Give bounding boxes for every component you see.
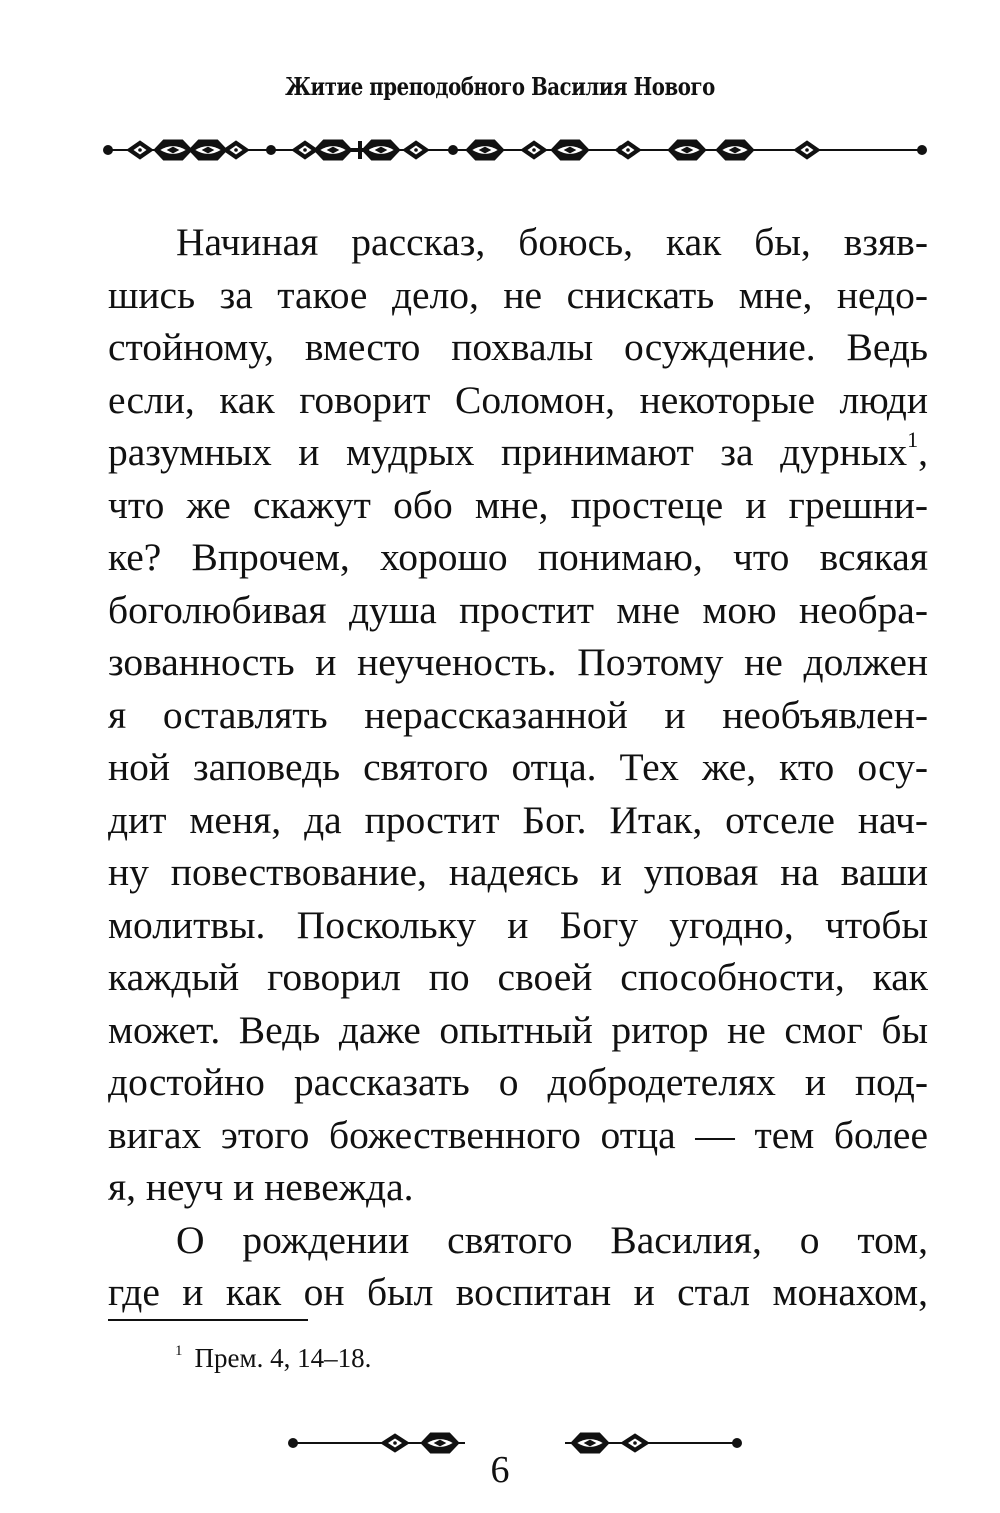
- text-line: [108, 689, 928, 742]
- text-line-content: ну повествование, надеясь и уповая на ваши: [108, 850, 928, 894]
- footnote-mark: 1: [175, 1343, 183, 1359]
- text-line: [108, 479, 928, 532]
- text-line-content: разумных и мудрых принимают за дурных: [108, 430, 908, 474]
- text-line-content: О рождении святого Василия, о том,: [176, 1217, 928, 1262]
- text-line-content: шись за такое дело, не снискать мне, недо-: [108, 272, 928, 317]
- text-line: [108, 531, 928, 584]
- text-line: [108, 216, 928, 269]
- footnote-reference: 1: [907, 427, 919, 452]
- text-line-content: зованность и неученость. Поэтому не должен: [108, 640, 928, 684]
- text-line-content: что же скажут обо мне, простеце и грешни-: [108, 482, 928, 527]
- text-line-content: если, как говорит Соломон, некоторые люди: [108, 377, 928, 422]
- text-line-content: боголюбивая душа простит мне мою необра-: [108, 587, 928, 632]
- punctuation: ,: [918, 430, 928, 474]
- text-line-content: я, неуч и невежда.: [108, 1165, 414, 1209]
- text-line-content: стойному, вместо похвалы осуждение. Ведь: [108, 325, 928, 369]
- footer-ornament-right-icon: [555, 1428, 745, 1458]
- footnote-divider: [108, 1319, 308, 1321]
- text-line: [108, 1214, 928, 1267]
- text-line-content: каждый говорил по своей способности, как: [108, 955, 928, 999]
- text-line-content: молитвы. Поскольку и Богу угодно, чтобы: [108, 902, 928, 947]
- text-line: [108, 374, 928, 427]
- text-line-content: где и как он был воспитан и стал монахом,: [108, 1270, 928, 1314]
- text-line: [108, 1056, 928, 1109]
- text-line: [108, 741, 928, 794]
- text-line: [108, 846, 928, 899]
- text-line-content: Начиная рассказ, боюсь, как бы, взяв-: [176, 220, 928, 264]
- text-line-content: ке? Впрочем, хорошо понимаю, что всякая: [108, 535, 928, 579]
- text-line: [108, 951, 928, 1004]
- footnote-text: Прем. 4, 14–18.: [194, 1343, 372, 1373]
- text-line-content: я оставлять нерассказанной и необъявлен-: [108, 692, 928, 737]
- text-line-content: достойно рассказать о добродетелях и под-: [108, 1060, 928, 1104]
- text-line: [108, 1004, 928, 1057]
- text-line: [108, 321, 928, 374]
- running-head: Житие преподобного Василия Нового: [285, 72, 715, 101]
- text-line: [108, 584, 928, 637]
- text-line: [108, 899, 928, 952]
- text-line: [108, 1266, 928, 1319]
- text-line: [108, 1161, 928, 1214]
- text-line-content: ной заповедь святого отца. Тех же, кто осу-: [108, 745, 928, 789]
- text-line-content: может. Ведь даже опытный ритор не смог бы: [108, 1007, 928, 1052]
- text-line: [108, 636, 928, 689]
- text-line: [108, 1109, 928, 1162]
- footnote: [175, 1343, 371, 1374]
- text-line: [108, 269, 928, 322]
- header-ornament-icon: [100, 135, 930, 165]
- text-line-content: дит меня, да простит Бог. Итак, отселе нач-: [108, 797, 928, 842]
- body-text: [108, 216, 928, 1319]
- text-line-content: вигах этого божественного отца — тем более: [108, 1112, 928, 1157]
- page-number: 6: [490, 1449, 510, 1491]
- text-line: [108, 426, 928, 479]
- text-line: [108, 794, 928, 847]
